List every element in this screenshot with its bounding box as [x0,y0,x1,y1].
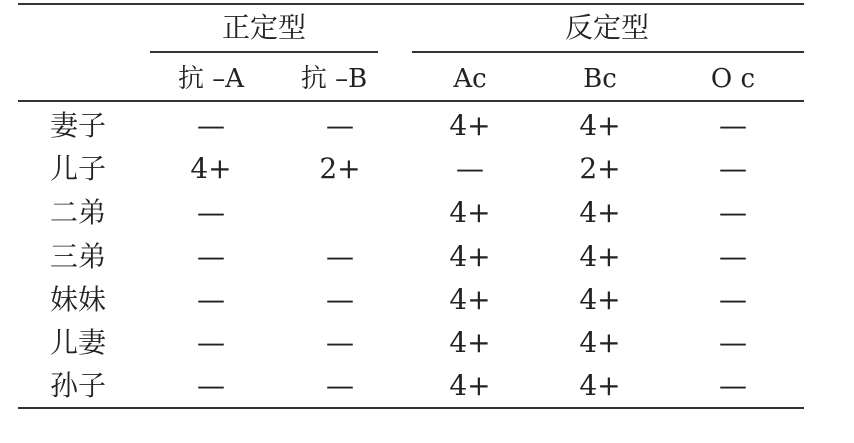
table-cell: — [719,283,747,316]
table-cell: 4+ [449,369,491,402]
top-rule [18,3,804,5]
table-cell: 4+ [579,109,621,142]
table-cell: 4+ [449,196,491,229]
table-cell: 4+ [190,152,232,185]
table-cell: — [197,196,225,229]
table-cell: 4+ [449,326,491,359]
column-header-anti-a: 抗 –A [177,64,245,94]
table-cell: 4+ [449,109,491,142]
table-cell: — [719,109,747,142]
table-cell: — [326,240,354,273]
table-cell: 4+ [449,240,491,273]
row-label: 妻子 [50,109,107,142]
table-cell: — [326,109,354,142]
row-label: 三弟 [50,240,107,273]
column-header-oc: O c [710,64,756,94]
bottom-rule [18,407,804,409]
table-cell: — [197,109,225,142]
group-rule-forward [150,51,378,53]
table-cell: 2+ [319,152,361,185]
group-header-forward: 正定型 [221,11,307,44]
row-label: 妹妹 [50,283,107,316]
table-cell: — [326,283,354,316]
table-cell: — [719,326,747,359]
row-label: 孙子 [50,369,107,402]
row-label: 儿妻 [50,326,107,359]
column-header-anti-b: 抗 –B [300,64,368,94]
row-label: 儿子 [50,152,107,185]
table-cell: — [719,369,747,402]
table-cell: — [197,283,225,316]
table-cell: — [197,240,225,273]
table-cell: — [326,369,354,402]
table-cell: 4+ [579,369,621,402]
table-cell: — [326,326,354,359]
table-cell: — [197,326,225,359]
group-rule-reverse [412,51,804,53]
table-cell: — [719,240,747,273]
table-cell: 4+ [579,196,621,229]
row-label: 二弟 [50,196,107,229]
column-header-bc: Bc [583,64,617,94]
table-cell: — [719,196,747,229]
table-cell: 4+ [579,283,621,316]
table-cell: — [197,369,225,402]
header-bottom-rule [18,100,804,102]
column-header-ac: Ac [453,64,487,94]
table-cell: 2+ [579,152,621,185]
table-cell: — [719,152,747,185]
table-cell: 4+ [579,240,621,273]
group-header-reverse: 反定型 [564,11,650,44]
table-cell: 4+ [449,283,491,316]
table-cell: — [456,152,484,185]
table-cell: 4+ [579,326,621,359]
